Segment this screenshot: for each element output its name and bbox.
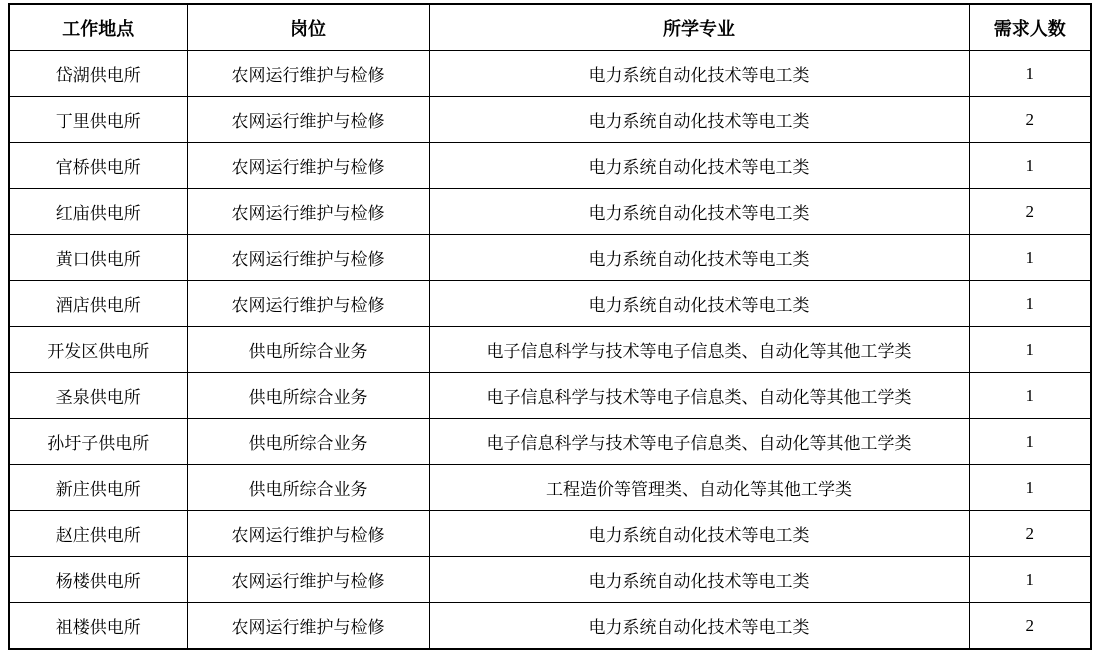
table-row <box>9 603 1091 650</box>
cell-position: 农网运行维护与检修 <box>187 97 429 143</box>
cell-major: 电力系统自动化技术等电工类 <box>429 143 969 189</box>
table-row <box>9 51 1091 97</box>
cell-location: 丁里供电所 <box>9 97 187 143</box>
cell-count: 2 <box>969 603 1091 650</box>
cell-count: 1 <box>969 557 1091 603</box>
cell-count: 2 <box>969 189 1091 235</box>
cell-major: 电力系统自动化技术等电工类 <box>429 97 969 143</box>
cell-major: 电子信息科学与技术等电子信息类、自动化等其他工学类 <box>429 373 969 419</box>
cell-count: 2 <box>969 97 1091 143</box>
cell-position: 供电所综合业务 <box>187 373 429 419</box>
cell-location: 赵庄供电所 <box>9 511 187 557</box>
cell-position: 农网运行维护与检修 <box>187 557 429 603</box>
cell-location: 岱湖供电所 <box>9 51 187 97</box>
cell-major: 电力系统自动化技术等电工类 <box>429 51 969 97</box>
cell-major: 电力系统自动化技术等电工类 <box>429 189 969 235</box>
cell-position: 农网运行维护与检修 <box>187 189 429 235</box>
cell-major: 电力系统自动化技术等电工类 <box>429 557 969 603</box>
table-row <box>9 419 1091 465</box>
table-row <box>9 327 1091 373</box>
cell-count: 2 <box>969 511 1091 557</box>
header-cell-count: 需求人数 <box>969 4 1091 51</box>
cell-location: 孙圩子供电所 <box>9 419 187 465</box>
cell-major: 电子信息科学与技术等电子信息类、自动化等其他工学类 <box>429 327 969 373</box>
cell-major: 电力系统自动化技术等电工类 <box>429 281 969 327</box>
recruitment-table <box>8 3 1092 650</box>
cell-location: 圣泉供电所 <box>9 373 187 419</box>
cell-position: 供电所综合业务 <box>187 419 429 465</box>
table-row <box>9 557 1091 603</box>
cell-location: 开发区供电所 <box>9 327 187 373</box>
cell-position: 农网运行维护与检修 <box>187 603 429 650</box>
cell-count: 1 <box>969 373 1091 419</box>
cell-count: 1 <box>969 235 1091 281</box>
cell-location: 红庙供电所 <box>9 189 187 235</box>
table-row <box>9 373 1091 419</box>
cell-major: 电力系统自动化技术等电工类 <box>429 511 969 557</box>
table-row <box>9 97 1091 143</box>
header-cell-location: 工作地点 <box>9 4 187 51</box>
cell-count: 1 <box>969 281 1091 327</box>
cell-position: 农网运行维护与检修 <box>187 281 429 327</box>
cell-major: 电力系统自动化技术等电工类 <box>429 235 969 281</box>
table-row <box>9 281 1091 327</box>
table-row <box>9 235 1091 281</box>
cell-location: 黄口供电所 <box>9 235 187 281</box>
cell-count: 1 <box>969 419 1091 465</box>
cell-major: 工程造价等管理类、自动化等其他工学类 <box>429 465 969 511</box>
cell-major: 电力系统自动化技术等电工类 <box>429 603 969 650</box>
table-row <box>9 511 1091 557</box>
cell-location: 祖楼供电所 <box>9 603 187 650</box>
cell-position: 农网运行维护与检修 <box>187 143 429 189</box>
cell-location: 新庄供电所 <box>9 465 187 511</box>
table-row <box>9 189 1091 235</box>
table-row <box>9 143 1091 189</box>
cell-location: 官桥供电所 <box>9 143 187 189</box>
cell-major: 电子信息科学与技术等电子信息类、自动化等其他工学类 <box>429 419 969 465</box>
header-row <box>9 4 1091 51</box>
cell-location: 杨楼供电所 <box>9 557 187 603</box>
cell-count: 1 <box>969 465 1091 511</box>
cell-count: 1 <box>969 327 1091 373</box>
cell-position: 农网运行维护与检修 <box>187 511 429 557</box>
cell-location: 酒店供电所 <box>9 281 187 327</box>
cell-position: 农网运行维护与检修 <box>187 51 429 97</box>
cell-position: 供电所综合业务 <box>187 465 429 511</box>
cell-count: 1 <box>969 143 1091 189</box>
header-cell-position: 岗位 <box>187 4 429 51</box>
cell-count: 1 <box>969 51 1091 97</box>
table-body <box>9 51 1091 650</box>
header-cell-major: 所学专业 <box>429 4 969 51</box>
cell-position: 农网运行维护与检修 <box>187 235 429 281</box>
table-row <box>9 465 1091 511</box>
cell-position: 供电所综合业务 <box>187 327 429 373</box>
